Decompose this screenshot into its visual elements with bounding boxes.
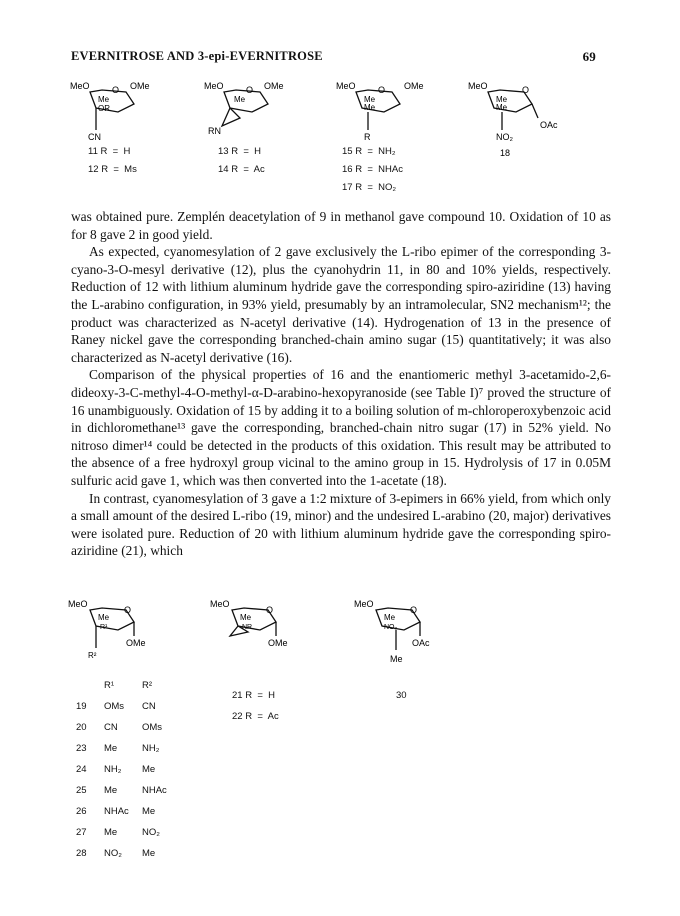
meo-label: MeO — [336, 81, 356, 91]
paragraph: Comparison of the physical properties of 16 and the enantiomeric methyl 3-acetamido-2,6-dideoxy-3-C-methyl-4-O-methyl-α-D-arabino-hexopyranoside (see Table I)⁷ proved the structure of 16 unambiguously. Oxidation of 15 by adding it to a boiling solution of m-chloroperoxybenzoic acid in dichloromethane¹³ gave the corresponding, branched-chain nitro sugar (17) in 52% yield. No nitroso dimer¹⁴ could be detected in the products of this oxidation. This result may be attributed to the absence of a free hydroxyl group vicinal to the amino group in 15. Hydrolysis of 17 in 0.05M sulfuric acid gave 1, which was then converted into the 1-acetate (18). — [71, 367, 611, 488]
no2-label: NO₂ — [384, 624, 398, 631]
ring-oxygen: O — [522, 85, 530, 95]
me-label: Me — [384, 613, 396, 622]
meo-label: MeO — [354, 599, 374, 609]
ome-label: OMe — [264, 81, 284, 91]
table-cell: 26 — [76, 806, 87, 817]
meo-label: MeO — [210, 599, 230, 609]
or-label: OR — [98, 104, 110, 113]
compound-number: 18 — [500, 148, 511, 158]
table-cell: OMs — [104, 701, 125, 712]
r2-label: R² — [88, 651, 97, 660]
r-label: R — [364, 132, 371, 142]
meo-label: MeO — [68, 599, 88, 609]
ring-oxygen: O — [378, 85, 386, 95]
rn-label: RN — [208, 126, 221, 136]
ring-oxygen: O — [266, 605, 274, 615]
table-cell: Me — [104, 827, 118, 838]
table-cell: 19 — [76, 701, 87, 712]
table-cell: OMs — [142, 722, 163, 733]
table-header-row — [76, 675, 188, 696]
table-cell: Me — [104, 785, 118, 796]
me-label: Me — [496, 103, 508, 112]
table-row — [76, 696, 188, 717]
table-cell: 28 — [76, 848, 87, 859]
me-label: Me — [98, 95, 110, 104]
body-text — [71, 208, 611, 560]
page-number: 69 — [582, 49, 596, 64]
label-21: 21 R = H — [232, 690, 276, 701]
table-row — [76, 801, 188, 822]
r1-label: R¹ — [100, 624, 108, 631]
oac-label: OAc — [540, 120, 558, 130]
me-label: Me — [364, 103, 376, 112]
table-cell: 20 — [76, 722, 87, 733]
table-row — [76, 843, 188, 864]
ome-label: OMe — [126, 638, 146, 648]
table-row — [76, 780, 188, 801]
table-cell: NH₂ — [104, 764, 122, 775]
me-label: Me — [496, 95, 508, 104]
meo-label: MeO — [468, 81, 488, 91]
oac-label: OAc — [412, 638, 430, 648]
table-cell: NO₂ — [104, 848, 122, 859]
cn-label: CN — [88, 132, 101, 142]
table-cell: Me — [104, 743, 118, 754]
table-cell: 25 — [76, 785, 87, 796]
me-label: Me — [390, 654, 403, 664]
structure-11-12 — [68, 78, 178, 146]
table-row — [76, 738, 188, 759]
structure-18 — [466, 78, 586, 160]
structure-13-14 — [200, 78, 320, 146]
structure-21-22 — [208, 596, 328, 664]
table-header-cell: R² — [142, 680, 153, 691]
table-row — [76, 717, 188, 738]
me-label: Me — [98, 613, 110, 622]
table-cell: 23 — [76, 743, 87, 754]
label-12: 12 R = Ms — [88, 164, 137, 175]
paragraph: In contrast, cyanomesylation of 3 gave a 1:2 mixture of 3-epimers in 66% yield, from which only a small amount of the desired L-ribo (19, minor) and the undesired L-arabino (20, major) derivatives were isolated pure. Reduction of 20 with lithium aluminum hydride gave the corresponding spiro-aziridine (21), which — [71, 490, 611, 559]
table-row — [76, 759, 188, 780]
table-cell: 27 — [76, 827, 87, 838]
label-11: 11 R = H — [88, 146, 131, 157]
table-cell: Me — [142, 764, 156, 775]
table-cell: 24 — [76, 764, 87, 775]
label-13: 13 R = H — [218, 146, 262, 157]
structure-30 — [352, 596, 472, 668]
table-cell: NO₂ — [142, 827, 160, 838]
paragraph: was obtained pure. Zemplén deacetylation of 9 in methanol gave compound 10. Oxidation of 10 as for 8 gave 2 in good yield. — [71, 209, 611, 242]
table-cell: NH₂ — [142, 743, 160, 754]
ring-oxygen: O — [246, 85, 254, 95]
no2-label: NO₂ — [496, 132, 513, 142]
structure-15-17 — [334, 78, 444, 146]
label-14: 14 R = Ac — [218, 164, 265, 175]
ome-label: OMe — [130, 81, 150, 91]
compound-number-30: 30 — [396, 690, 407, 701]
me-label: Me — [234, 95, 246, 104]
label-17: 17 R = NO₂ — [342, 182, 397, 193]
running-header: EVERNITROSE AND 3-epi-EVERNITROSE — [71, 49, 323, 63]
substituent-table — [76, 675, 188, 864]
table-header-cell: R¹ — [104, 680, 115, 691]
table-cell: CN — [104, 722, 118, 733]
ring-oxygen: O — [410, 605, 418, 615]
table-header-cell — [76, 675, 104, 696]
ring-oxygen: O — [112, 85, 120, 95]
table-row — [76, 822, 188, 843]
structure-19-28 — [66, 596, 186, 664]
nr-label: NR — [242, 624, 253, 631]
meo-label: MeO — [70, 81, 90, 91]
label-15: 15 R = NH₂ — [342, 146, 396, 157]
paragraph: As expected, cyanomesylation of 2 gave exclusively the L-ribo epimer of the corresponding 3-cyano-3-O-mesyl derivative (12), plus the cyanohydrin 11, in 80 and 10% yields, respectively. Reduction of 12 with lithium aluminum hydride gave the corresponding spiro-aziridine (13) having the L-arabino configuration, in 93% yield, presumably by an intramolecular, SN2 mechanism¹²; the product was characterized as N-acetyl derivative (14). Hydrogenation of 13 in the presence of Raney nickel gave the corresponding branched-chain amino sugar (15) quantitatively; it was also characterized as N-acetyl derivative (16). — [71, 244, 611, 365]
me-label: Me — [364, 95, 376, 104]
table-cell: NHAc — [104, 806, 129, 817]
ome-label: OMe — [268, 638, 288, 648]
table-cell: Me — [142, 848, 156, 859]
me-label: Me — [240, 613, 252, 622]
label-16: 16 R = NHAc — [342, 164, 403, 175]
meo-label: MeO — [204, 81, 224, 91]
ome-label: OMe — [404, 81, 424, 91]
table-cell: NHAc — [142, 785, 167, 796]
ring-oxygen: O — [124, 605, 132, 615]
table-cell: Me — [142, 806, 156, 817]
label-22: 22 R = Ac — [232, 711, 279, 722]
table-cell: CN — [142, 701, 156, 712]
